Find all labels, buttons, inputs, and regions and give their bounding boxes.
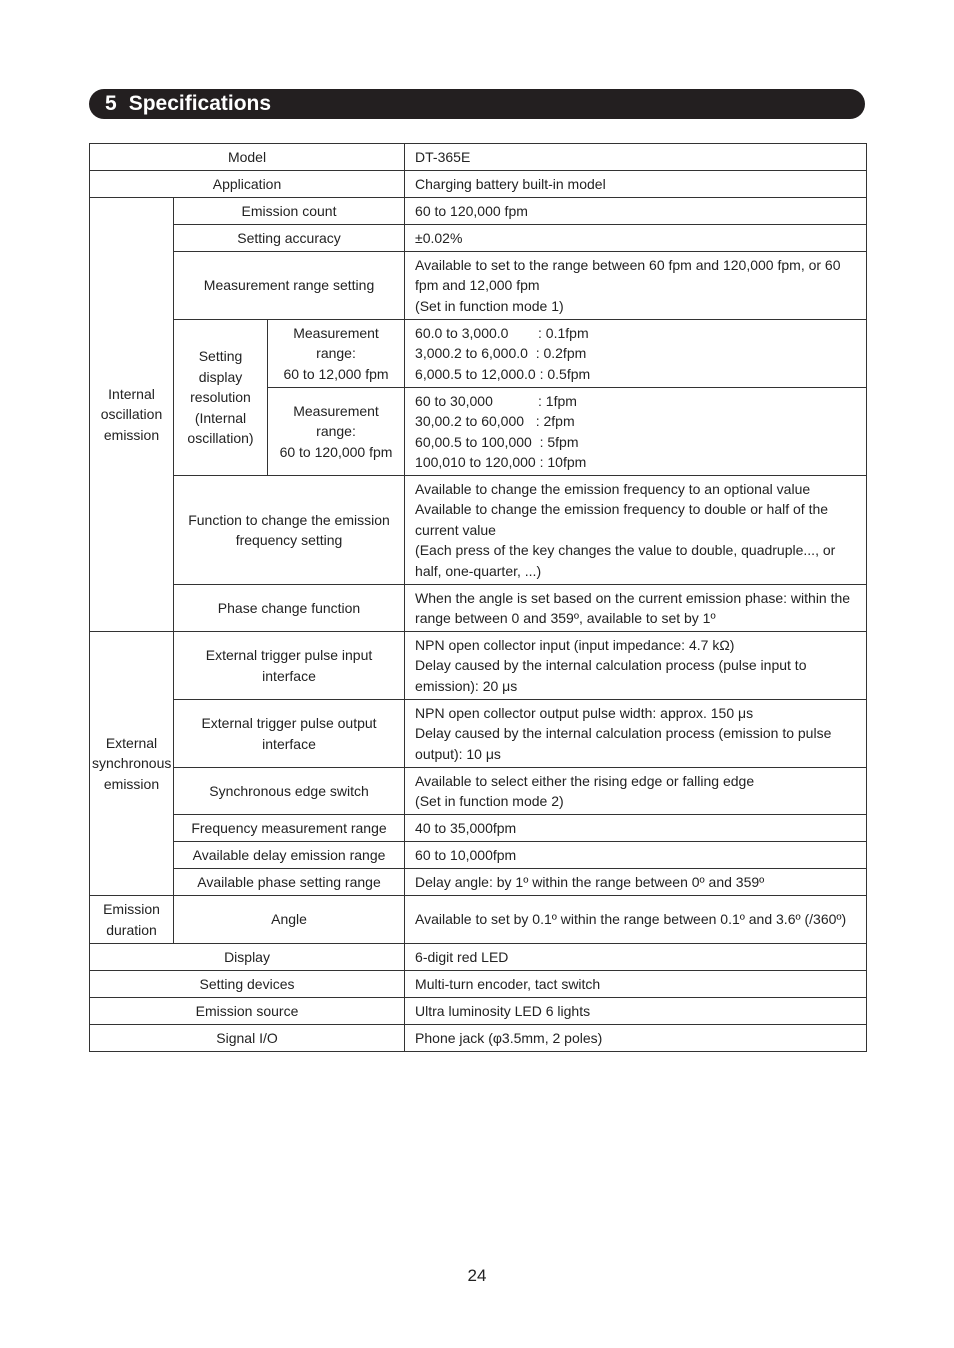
row-label: Available delay emission range [174, 842, 405, 869]
table-row-edge-switch [90, 768, 867, 815]
row-value: Available to change the emission frequency to an optional value Available to change the emission frequency to double or half of the current value (Each press of the key changes the value to double, quadruple..., or half, one-quarter, ...) [405, 476, 867, 585]
resolution-label: Setting display resolution (Internal oscillation) [174, 320, 268, 476]
row-value: 60 to 120,000 fpm [405, 198, 867, 225]
page-number: 24 [467, 1266, 487, 1285]
row-value: Available to set to the range between 60 fpm and 120,000 fpm, or 60 fpm and 12,000 fpm (Set in function mode 1) [405, 252, 867, 320]
row-label: Signal I/O [90, 1025, 405, 1052]
row-value: 60.0 to 3,000.0 : 0.1fpm 3,000.2 to 6,000.0 : 0.2fpm 6,000.5 to 12,000.0 : 0.5fpm [405, 320, 867, 388]
group-label-external: External synchronous emission [90, 632, 174, 896]
row-label: Emission source [90, 998, 405, 1025]
row-label: Frequency measurement range [174, 815, 405, 842]
section-title: Specifications [128, 92, 272, 115]
table-row-phase-range [90, 869, 867, 896]
row-label: External trigger pulse output interface [174, 700, 405, 768]
row-label: Function to change the emission frequency setting [174, 476, 405, 585]
row-label: Synchronous edge switch [174, 768, 405, 815]
table-row-signal-io [90, 1025, 867, 1052]
table-row-trigger-output [90, 700, 867, 768]
group-label-internal: Internal oscillation emission [90, 198, 174, 632]
row-value: ±0.02% [405, 225, 867, 252]
row-value: 60 to 10,000fpm [405, 842, 867, 869]
row-value: 6-digit red LED [405, 944, 867, 971]
row-label: Display [90, 944, 405, 971]
range-label-12000: Measurement range: 60 to 12,000 fpm [268, 320, 405, 388]
row-label: Angle [174, 896, 405, 944]
row-value: Multi-turn encoder, tact switch [405, 971, 867, 998]
row-label: Phase change function [174, 585, 405, 632]
table-row-model [90, 144, 867, 171]
row-value: 60 to 30,000 : 1fpm 30,00.2 to 60,000 : 2fpm 60,00.5 to 100,000 : 5fpm 100,010 to 120,000 : 10fpm [405, 388, 867, 476]
row-value: Ultra luminosity LED 6 lights [405, 998, 867, 1025]
row-label: Emission count [174, 198, 405, 225]
row-value: DT-365E [405, 144, 867, 171]
table-row-measurement-range-setting [90, 252, 867, 320]
specifications-table [89, 143, 867, 1052]
table-row-delay-range [90, 842, 867, 869]
row-label: Available phase setting range [174, 869, 405, 896]
table-row-frequency-range [90, 815, 867, 842]
row-label: Application [90, 171, 405, 198]
range-label-120000: Measurement range: 60 to 120,000 fpm [268, 388, 405, 476]
row-label: Setting accuracy [174, 225, 405, 252]
table-row-application [90, 171, 867, 198]
section-heading [89, 89, 865, 119]
table-row-setting-devices [90, 971, 867, 998]
row-value: NPN open collector input (input impedance: 4.7 kΩ) Delay caused by the internal calculation process (pulse input to emission): 20 μs [405, 632, 867, 700]
table-row-phase-change [90, 585, 867, 632]
row-value: Delay angle: by 1º within the range between 0º and 359º [405, 869, 867, 896]
table-row-resolution-12000 [90, 320, 867, 388]
row-value: 40 to 35,000fpm [405, 815, 867, 842]
table-row-emission-duration [90, 896, 867, 944]
row-label: Model [90, 144, 405, 171]
section-number: 5 [105, 92, 117, 115]
row-value: When the angle is set based on the current emission phase: within the range between 0 and 359º, available to set by 1º [405, 585, 867, 632]
row-label: Measurement range setting [174, 252, 405, 320]
table-row-setting-accuracy [90, 225, 867, 252]
row-label: External trigger pulse input interface [174, 632, 405, 700]
row-value: Available to set by 0.1º within the range between 0.1º and 3.6º (/360º) [405, 896, 867, 944]
row-value: Charging battery built-in model [405, 171, 867, 198]
row-value: Phone jack (φ3.5mm, 2 poles) [405, 1025, 867, 1052]
table-row-frequency-change [90, 476, 867, 585]
group-label-duration: Emission duration [90, 896, 174, 944]
row-value: Available to select either the rising edge or falling edge (Set in function mode 2) [405, 768, 867, 815]
table-row-emission-count [90, 198, 867, 225]
table-row-trigger-input [90, 632, 867, 700]
table-row-emission-source [90, 998, 867, 1025]
row-label: Setting devices [90, 971, 405, 998]
table-row-display [90, 944, 867, 971]
row-value: NPN open collector output pulse width: approx. 150 μs Delay caused by the internal calculation process (emission to pulse output): 10 μs [405, 700, 867, 768]
